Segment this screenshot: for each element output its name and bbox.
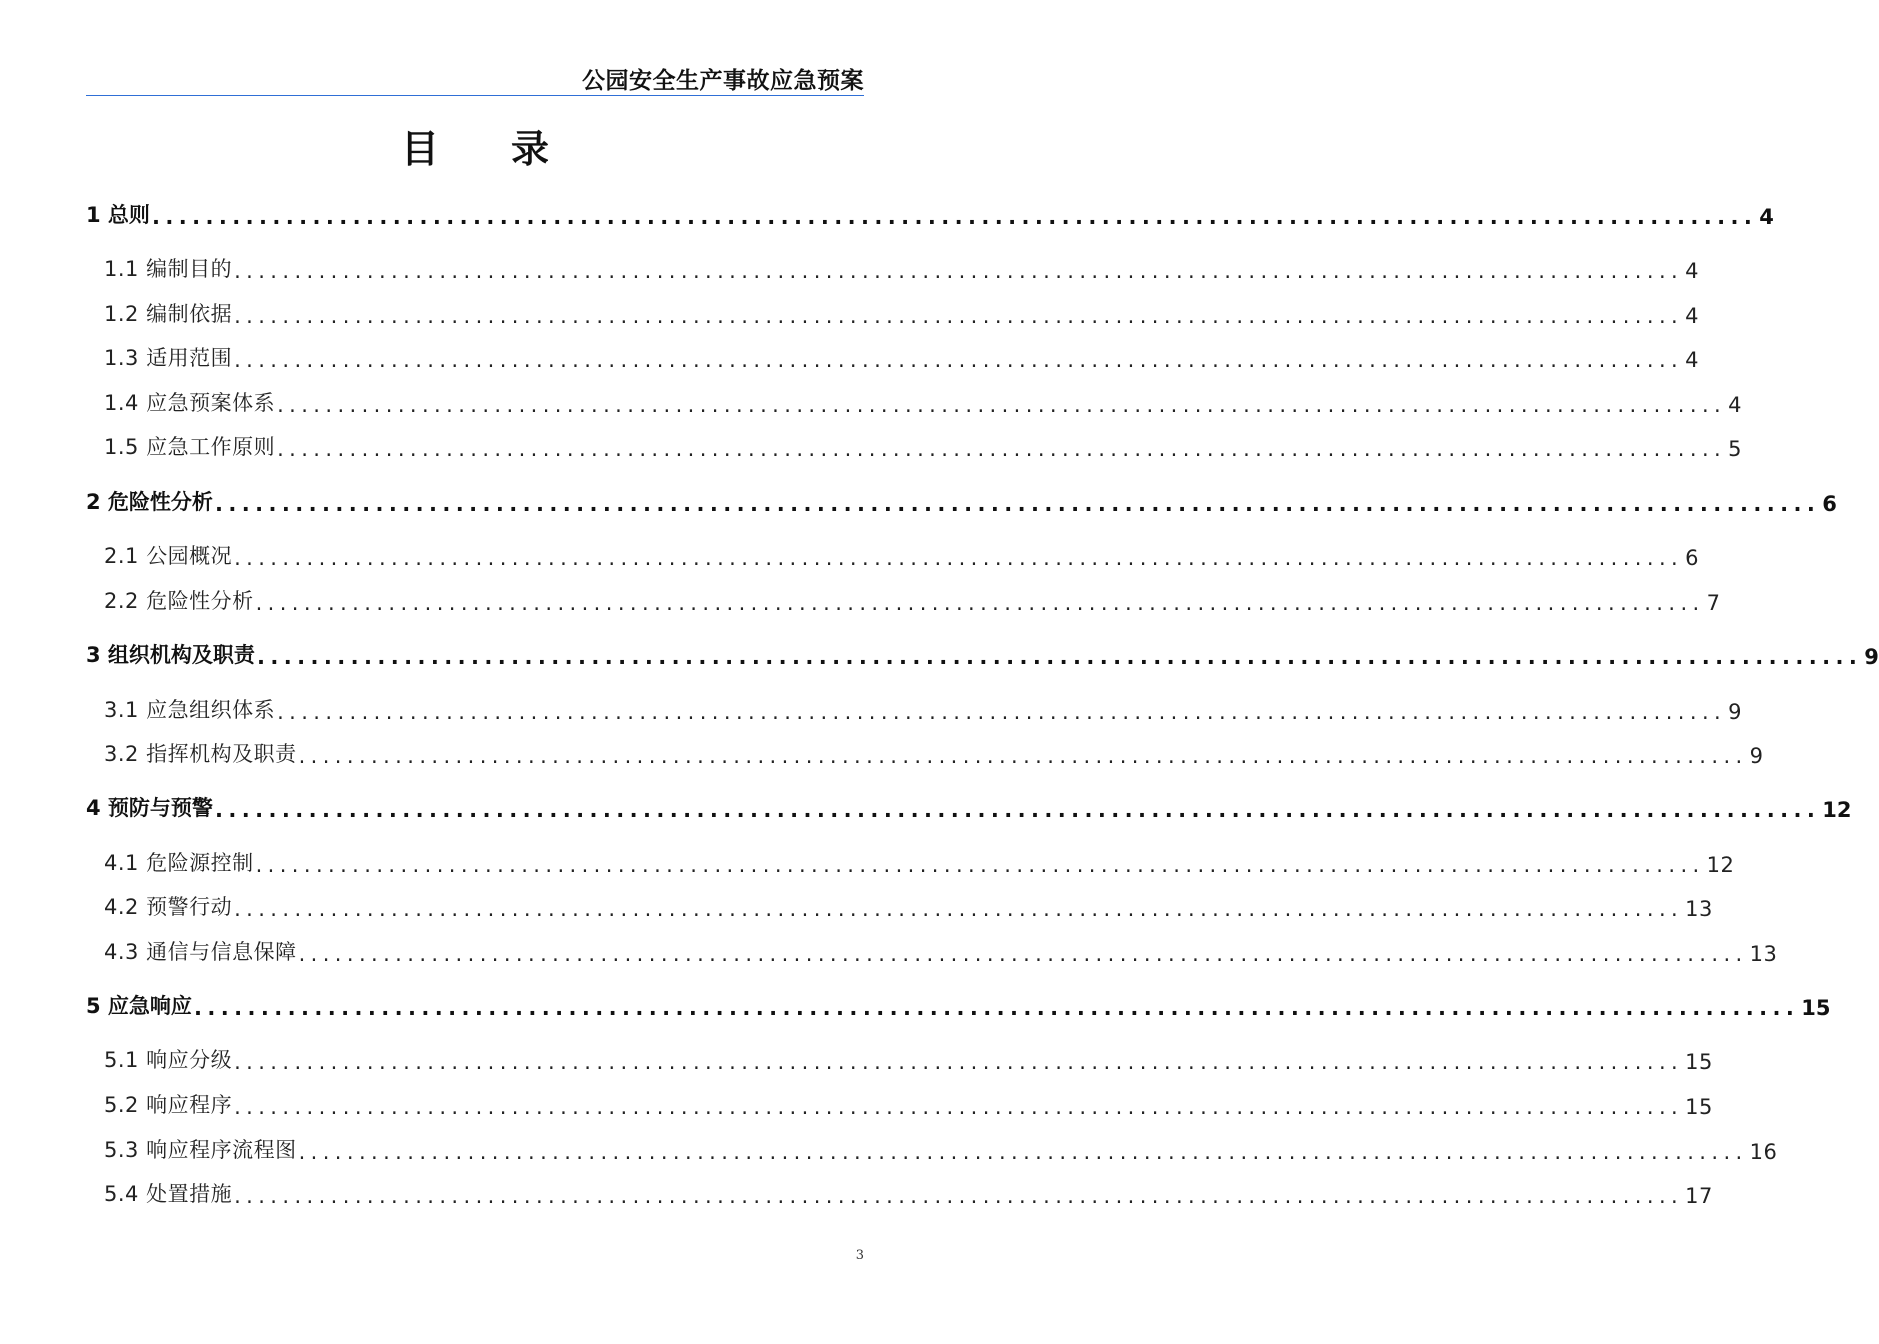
toc-entry-page: 12: [1822, 798, 1852, 822]
toc-leader: ........................................................................................................................: [234, 897, 1684, 921]
toc-entry-label: 4.2 预警行动: [104, 895, 233, 919]
toc-entry[interactable]: [86, 387, 1742, 417]
toc-leader: ........................................................................................................................: [298, 1140, 1748, 1164]
toc-entry-page: 4: [1685, 259, 1699, 283]
toc-entry-page: 12: [1706, 853, 1735, 877]
toc-entry-label: 4.1 危险源控制: [104, 851, 254, 875]
toc-leader: ........................................................................................................................: [277, 393, 1727, 417]
toc-leader: ........................................................................................................................: [214, 798, 1821, 822]
page-number: 3: [855, 1248, 864, 1263]
toc-entry[interactable]: [86, 1089, 1713, 1119]
toc-entry-label: 1.4 应急预案体系: [104, 391, 276, 415]
toc-entry-label: 1 总则: [86, 203, 150, 227]
toc-leader: ........................................................................................................................: [298, 744, 1748, 768]
toc-leader: ........................................................................................................................: [298, 942, 1748, 966]
toc-entry-label: 1.2 编制依据: [104, 302, 233, 326]
toc-entry-page: 17: [1685, 1184, 1713, 1208]
toc-entry-label: 5.1 响应分级: [104, 1048, 233, 1072]
toc-entry[interactable]: [86, 585, 1721, 615]
toc-entry-page: 13: [1749, 942, 1778, 966]
running-header-title: 公园安全生产事故应急预案: [582, 68, 864, 94]
toc-entry[interactable]: [86, 1178, 1713, 1208]
toc-title: 目录: [400, 127, 621, 171]
toc-entry-label: 3 组织机构及职责: [86, 643, 255, 667]
toc-entry[interactable]: [86, 990, 1831, 1020]
toc-entry[interactable]: [86, 199, 1774, 229]
toc-entry[interactable]: [86, 298, 1699, 328]
toc-entry[interactable]: [86, 486, 1837, 516]
toc-entry-page: 15: [1685, 1050, 1713, 1074]
toc-entry[interactable]: [86, 1044, 1713, 1074]
toc-entry-label: 5 应急响应: [86, 994, 192, 1018]
toc-entry-label: 5.3 响应程序流程图: [104, 1138, 297, 1162]
toc-leader: ........................................................................................................................: [151, 205, 1758, 229]
toc-entry-page: 4: [1759, 205, 1774, 229]
toc-entry-page: 7: [1706, 591, 1721, 615]
toc-entry-page: 9: [1749, 744, 1764, 768]
toc-leader: ........................................................................................................................: [234, 1050, 1684, 1074]
toc-entry-page: 9: [1864, 645, 1879, 669]
toc-leader: ........................................................................................................................: [193, 996, 1800, 1020]
toc-entry-page: 9: [1728, 700, 1742, 724]
toc-leader: ........................................................................................................................: [214, 492, 1821, 516]
toc-leader: ........................................................................................................................: [234, 259, 1684, 283]
toc-entry-label: 2 危险性分析: [86, 490, 213, 514]
toc-entry[interactable]: [86, 694, 1742, 724]
toc-leader: ........................................................................................................................: [277, 437, 1727, 461]
toc-entry[interactable]: [86, 342, 1699, 372]
toc-entry-page: 4: [1685, 304, 1699, 328]
toc-entry[interactable]: [86, 847, 1735, 877]
toc-entry-label: 3.1 应急组织体系: [104, 698, 276, 722]
toc-entry-page: 6: [1822, 492, 1837, 516]
toc-entry-label: 1.3 适用范围: [104, 346, 233, 370]
toc-entry-page: 6: [1685, 546, 1699, 570]
toc-entry[interactable]: [86, 1134, 1778, 1164]
toc-entry-label: 1.1 编制目的: [104, 257, 233, 281]
toc-entry-page: 15: [1685, 1095, 1713, 1119]
toc-leader: ........................................................................................................................: [234, 1095, 1684, 1119]
toc-leader: ........................................................................................................................: [255, 591, 1705, 615]
toc-entry-page: 13: [1685, 897, 1713, 921]
toc-entry[interactable]: [86, 253, 1699, 283]
toc-entry[interactable]: [86, 540, 1699, 570]
toc-entry[interactable]: [86, 936, 1778, 966]
toc-entry-label: 2.1 公园概况: [104, 544, 233, 568]
toc-entry-label: 2.2 危险性分析: [104, 589, 254, 613]
toc-entry-page: 4: [1728, 393, 1742, 417]
toc-leader: ........................................................................................................................: [277, 700, 1727, 724]
toc-entry-page: 5: [1728, 437, 1742, 461]
toc-leader: ........................................................................................................................: [234, 546, 1684, 570]
toc-entry-page: 15: [1801, 996, 1831, 1020]
toc-entry-label: 1.5 应急工作原则: [104, 435, 276, 459]
toc-leader: ........................................................................................................................: [234, 1184, 1684, 1208]
toc-entry[interactable]: [86, 792, 1852, 822]
toc-entry-label: 5.2 响应程序: [104, 1093, 233, 1117]
toc-entry-page: 16: [1749, 1140, 1778, 1164]
toc-entry[interactable]: [86, 431, 1742, 461]
header-rule: [86, 95, 864, 96]
toc-entry[interactable]: [86, 639, 1879, 669]
toc-leader: ........................................................................................................................: [255, 853, 1705, 877]
toc-entry[interactable]: [86, 891, 1713, 921]
toc-entry-label: 4 预防与预警: [86, 796, 213, 820]
toc-entry-page: 4: [1685, 348, 1699, 372]
toc-entry[interactable]: [86, 738, 1764, 768]
toc-entry-label: 4.3 通信与信息保障: [104, 940, 297, 964]
toc-leader: ........................................................................................................................: [234, 348, 1684, 372]
toc-entry-label: 3.2 指挥机构及职责: [104, 742, 297, 766]
toc-entry-label: 5.4 处置措施: [104, 1182, 233, 1206]
toc-leader: ........................................................................................................................: [234, 304, 1684, 328]
toc-leader: ........................................................................................................................: [256, 645, 1863, 669]
